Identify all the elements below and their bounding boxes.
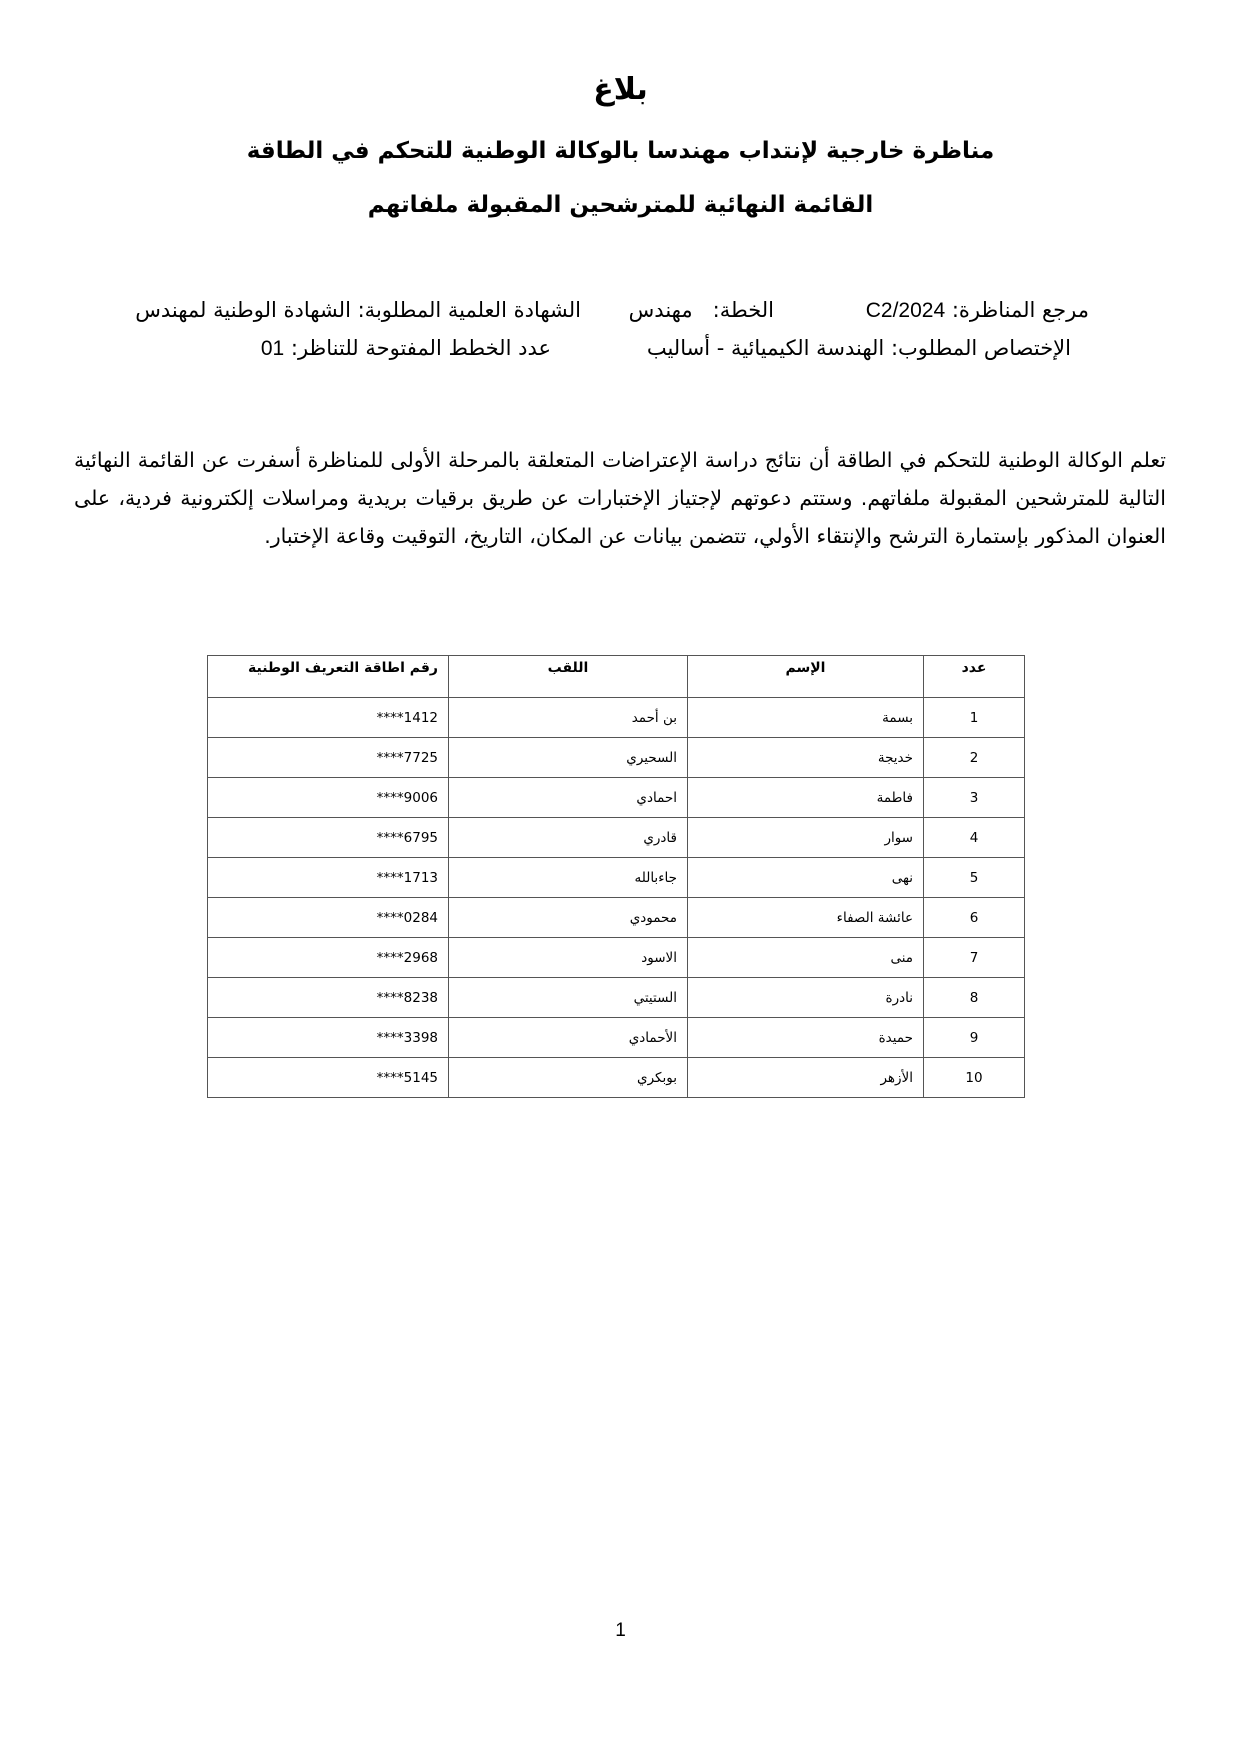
- cell-last: محمودي: [449, 898, 688, 938]
- cell-name: سوار: [688, 818, 924, 858]
- table-row: [208, 698, 1025, 738]
- cell-name: الأزهر: [688, 1058, 924, 1098]
- cell-num: 1: [924, 698, 1025, 738]
- header-num: عدد: [924, 656, 1025, 698]
- table-row: [208, 738, 1025, 778]
- cell-name: نادرة: [688, 978, 924, 1018]
- cell-id: 6795****: [208, 818, 449, 858]
- header-name: الإسم: [688, 656, 924, 698]
- degree-label: الشهادة العلمية المطلوبة:: [357, 298, 581, 322]
- cell-last: الستيتي: [449, 978, 688, 1018]
- cell-id: 3398****: [208, 1018, 449, 1058]
- cell-num: 6: [924, 898, 1025, 938]
- open-count-value: 01: [260, 337, 285, 360]
- cell-id: 1412****: [208, 698, 449, 738]
- ref-field: [866, 298, 1089, 323]
- announcement-title: بلاغ: [593, 72, 648, 107]
- cell-name: نهى: [688, 858, 924, 898]
- cell-last: بوبكري: [449, 1058, 688, 1098]
- cell-num: 5: [924, 858, 1025, 898]
- cell-name: منى: [688, 938, 924, 978]
- table-row: [208, 1058, 1025, 1098]
- cell-last: السحيري: [449, 738, 688, 778]
- cell-name: بسمة: [688, 698, 924, 738]
- cell-last: جاءبالله: [449, 858, 688, 898]
- cell-id: 8238****: [208, 978, 449, 1018]
- degree-value: الشهادة الوطنية لمهندس: [135, 298, 351, 322]
- candidates-table: [207, 655, 1025, 1098]
- header-id: رقم اطاقة التعريف الوطنية: [208, 656, 449, 698]
- open-count-field: [261, 336, 551, 361]
- table-row: [208, 898, 1025, 938]
- cell-num: 2: [924, 738, 1025, 778]
- cell-name: خديجة: [688, 738, 924, 778]
- cell-num: 10: [924, 1058, 1025, 1098]
- table-row: [208, 818, 1025, 858]
- table-row: [208, 938, 1025, 978]
- table-header-row: [208, 656, 1025, 698]
- cell-id: 0284****: [208, 898, 449, 938]
- specialty-value: الهندسة الكيميائية - أساليب: [646, 336, 885, 360]
- list-title: القائمة النهائية للمترشحين المقبولة ملفاتهم: [367, 192, 874, 218]
- cell-num: 4: [924, 818, 1025, 858]
- cell-last: قادري: [449, 818, 688, 858]
- ref-label: مرجع المناظرة:: [951, 298, 1089, 322]
- table-row: [208, 858, 1025, 898]
- table-row: [208, 978, 1025, 1018]
- competition-subtitle: مناظرة خارجية لإنتداب مهندسا بالوكالة الوطنية للتحكم في الطاقة: [246, 138, 995, 164]
- page-number: 1: [615, 1620, 626, 1641]
- open-count-label: عدد الخطط المفتوحة للتناظر:: [290, 336, 551, 360]
- degree-field: [135, 298, 581, 322]
- header-last: اللقب: [449, 656, 688, 698]
- cell-num: 3: [924, 778, 1025, 818]
- table-row: [208, 778, 1025, 818]
- plan-label: الخطة:: [712, 298, 774, 322]
- ref-value: C2/2024: [865, 299, 946, 322]
- cell-num: 9: [924, 1018, 1025, 1058]
- plan-value: مهندس: [628, 298, 693, 322]
- cell-last: الاسود: [449, 938, 688, 978]
- announcement-paragraph: تعلم الوكالة الوطنية للتحكم في الطاقة أن نتائج دراسة الإعتراضات المتعلقة بالمرحلة الأولى للمناظرة أسفرت عن القائمة النهائية التالية للمترشحين المقبولة ملفاتهم. وستتم دعوتهم لإجتياز الإختبارات عن طريق برقيات بريدية ومراسلات إلكترونية فردية، على العنوان المذكور بإستمارة الترشح والإنتقاء الأولي، تتضمن بيانات عن المكان، التاريخ، التوقيت وقاعة الإختبار.: [74, 448, 1166, 548]
- cell-name: حميدة: [688, 1018, 924, 1058]
- cell-num: 8: [924, 978, 1025, 1018]
- cell-id: 2968****: [208, 938, 449, 978]
- cell-num: 7: [924, 938, 1025, 978]
- cell-id: 7725****: [208, 738, 449, 778]
- cell-last: احمادي: [449, 778, 688, 818]
- cell-id: 9006****: [208, 778, 449, 818]
- table-row: [208, 1018, 1025, 1058]
- cell-last: بن أحمد: [449, 698, 688, 738]
- plan-field: [629, 298, 774, 322]
- cell-id: 5145****: [208, 1058, 449, 1098]
- cell-name: فاطمة: [688, 778, 924, 818]
- cell-name: عائشة الصفاء: [688, 898, 924, 938]
- cell-last: الأحمادي: [449, 1018, 688, 1058]
- cell-id: 1713****: [208, 858, 449, 898]
- specialty-label: الإختصاص المطلوب:: [890, 336, 1071, 360]
- specialty-field: [647, 336, 1071, 360]
